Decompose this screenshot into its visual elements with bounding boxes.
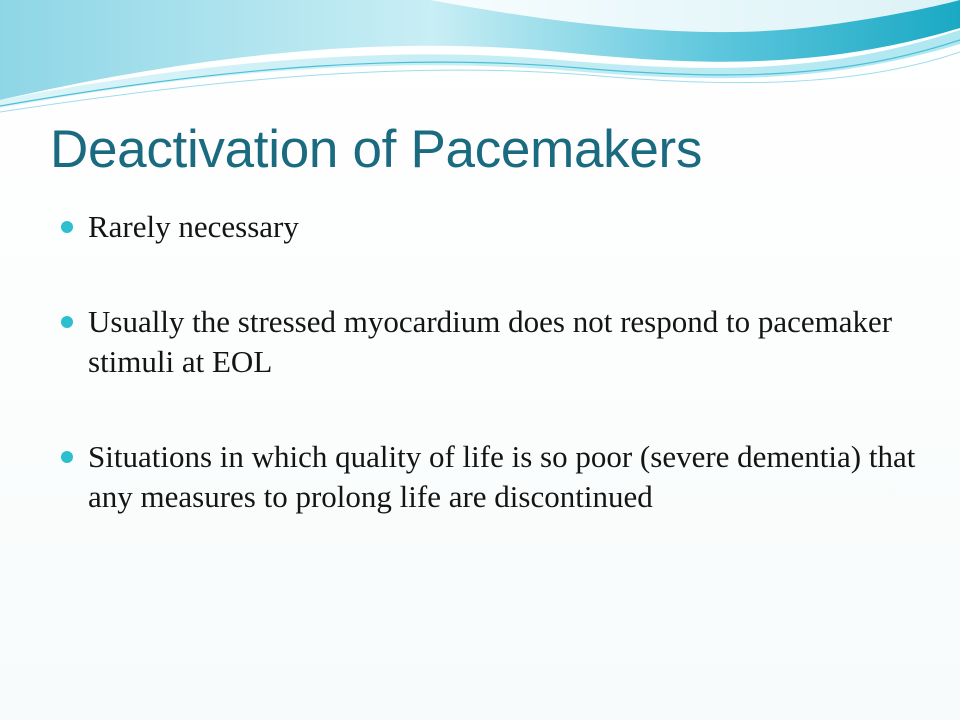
bullet-text: Rarely necessary xyxy=(88,209,299,244)
bullet-item xyxy=(60,302,920,382)
bullet-item xyxy=(60,207,920,247)
bullet-dot-icon xyxy=(61,316,73,328)
bullet-dot-icon xyxy=(61,221,73,233)
slide-title: Deactivation of Pacemakers xyxy=(50,120,703,179)
bullet-text: Situations in which quality of life is so poor (severe dementia) that any measures to prolong life are discontinued xyxy=(88,439,916,514)
bullet-list xyxy=(60,207,920,517)
bullet-dot-icon xyxy=(61,451,73,463)
header-wave-decoration xyxy=(0,0,960,120)
bullet-item xyxy=(60,437,920,517)
bullet-text: Usually the stressed myocardium does not respond to pacemaker stimuli at EOL xyxy=(88,304,893,379)
